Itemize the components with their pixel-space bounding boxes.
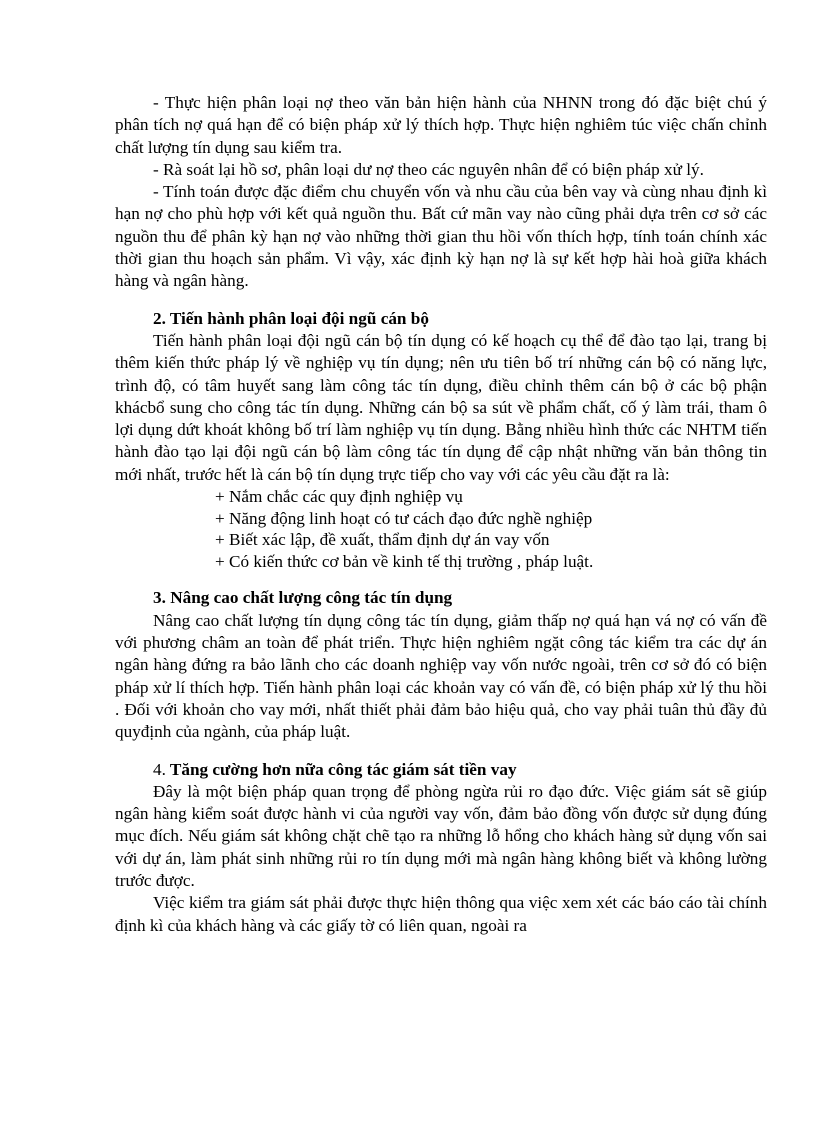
- section-4-paragraph-1: Đây là một biện pháp quan trọng để phòng ngừa rủi ro đạo đức. Việc giám sát sẽ giúp ngân hàng kiểm soát được hành vi của người vay vốn, đảm bảo đồng vốn được sử dụng đúng mục đích. Nếu giám sát không chặt chẽ tạo ra những lỗ hổng cho khách hàng sử dụng vốn sai với dự án, làm phát sinh những rủi ro tín dụng mới mà ngân hàng không biết và không lường trước được.: [115, 781, 767, 890]
- section-4-heading: [115, 759, 767, 781]
- section-4-paragraph-2: Việc kiểm tra giám sát phải được thực hiện thông qua việc xem xét các báo cáo tài chính định kì của khách hàng và các giấy tờ có liên quan, ngoài ra: [115, 893, 767, 935]
- list-item: + Năng động linh hoạt có tư cách đạo đức nghề nghiệp: [215, 508, 593, 528]
- section-2-heading: 2. Tiến hành phân loại đội ngũ cán bộ: [153, 308, 429, 328]
- section-4-number: 4.: [153, 759, 166, 779]
- section-4-title: Tăng cường hơn nữa công tác giám sát tiền vay: [169, 759, 517, 779]
- intro-paragraph-3: - Tính toán được đặc điểm chu chuyển vốn và nhu cầu của bên vay và cùng nhau định kì hạn nợ cho phù hợp với kết quả nguồn thu. Bất cứ mãn vay nào cũng phải dựa trên cơ sở các nguồn thu để phân kỳ hạn nợ vào những thời gian thu hồi vốn thích hợp, tính toán chính xác thời gian thu hoạch sản phẩm. Vì vậy, xác định kỳ hạn nợ là sự kết hợp hài hoà giữa khách hàng và ngân hàng.: [115, 182, 767, 291]
- list-item: + Nắm chắc các quy định nghiệp vụ: [215, 487, 463, 507]
- list-item: + Biết xác lập, đề xuất, thẩm định dự án vay vốn: [215, 530, 550, 550]
- list-item: + Có kiến thức cơ bản về kinh tế thị trường , pháp luật.: [215, 551, 594, 571]
- section-2-paragraph: Tiến hành phân loại đội ngũ cán bộ tín dụng có kế hoạch cụ thể để đào tạo lại, trang bị thêm kiến thức pháp lý về nghiệp vụ tín dụng; nên ưu tiên bố trí những cán bộ có năng lực, trình độ, có tâm huyết sang làm công tác tín dụng, điều chỉnh thêm cán bộ ở các bộ phận khácbổ sung cho công tác tín dụng. Những cán bộ sa sút về phẩm chất, cố ý làm trái, tham ô lợi dụng dứt khoát không bố trí làm nghiệp vụ tín dụng. Bằng nhiều hình thức các NHTM tiến hành đào tạo lại đội ngũ cán bộ làm công tác tín dụng để cập nhật những văn bản thông tin mới nhất, trước hết là cán bộ tín dụng trực tiếp cho vay với các yêu cầu đặt ra là:: [115, 330, 767, 484]
- section-3-paragraph: Nâng cao chất lượng tín dụng công tác tín dụng, giảm thấp nợ quá hạn vá nợ có vấn đề với phương châm an toàn để phát triển. Thực hiện nghiêm ngặt công tác kiểm tra các dự án ngân hàng đứng ra bảo lãnh cho các doanh nghiệp vay vốn nước ngoài, trên cơ sở đó có biện pháp xử lí thích hợp. Tiến hành phân loại các khoản vay có vấn đề, có biện pháp xử lý thu hồi . Đối với khoản cho vay mới, nhất thiết phải đảm bảo hiệu quả, cho vay phải tuân thủ đầy đủ quyđịnh của ngành, của pháp luật.: [115, 610, 767, 742]
- requirements-list: [115, 486, 767, 572]
- intro-paragraph-2: - Rà soát lại hồ sơ, phân loại dư nợ theo các nguyên nhân để có biện pháp xử lý.: [153, 159, 704, 179]
- section-3-heading: 3. Nâng cao chất lượng công tác tín dụng: [153, 588, 453, 608]
- intro-paragraph-1: - Thực hiện phân loại nợ theo văn bản hiện hành của NHNN trong đó đặc biệt chú ý phân tích nợ quá hạn để có biện pháp xử lý thích hợp. Thực hiện nghiêm túc việc chấn chỉnh chất lượng tín dụng sau kiểm tra.: [115, 93, 767, 157]
- document-body: [115, 92, 767, 937]
